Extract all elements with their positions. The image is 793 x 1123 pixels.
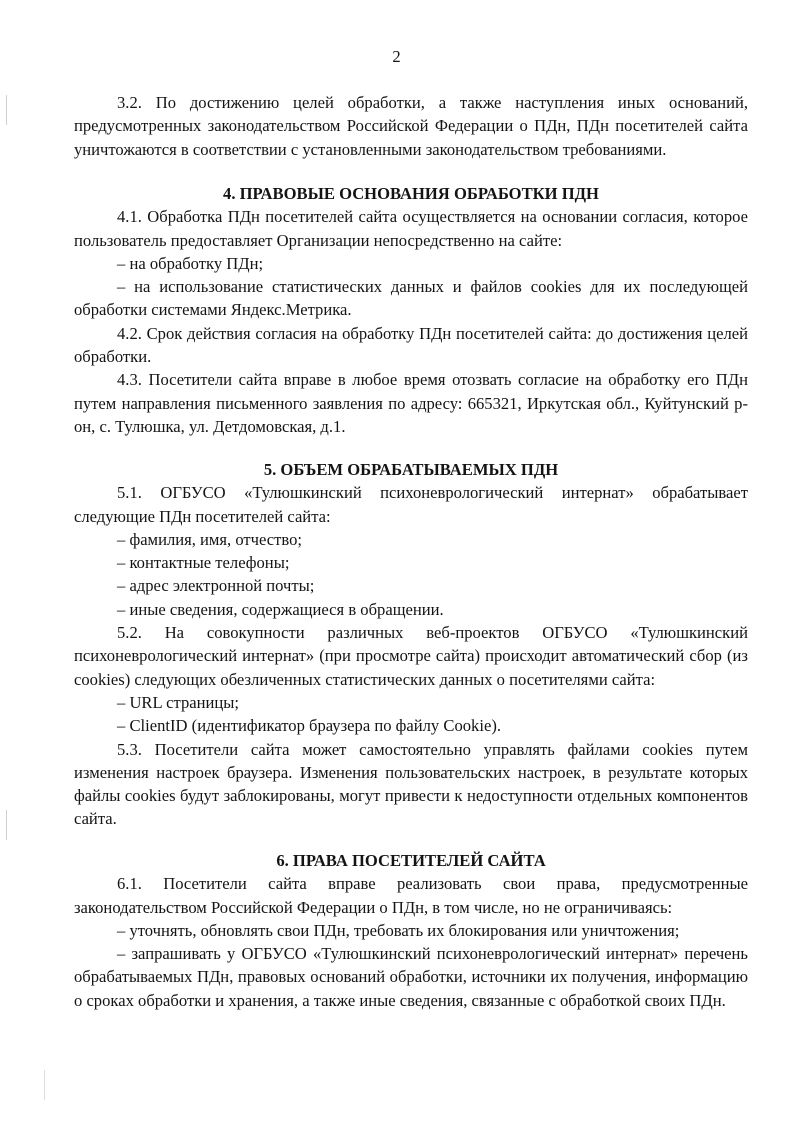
- list-item: – контактные телефоны;: [117, 553, 290, 573]
- section-5-heading: 5. ОБЪЕМ ОБРАБАТЫВАЕМЫХ ПДН: [263, 460, 559, 479]
- section-4: [74, 182, 748, 438]
- paragraph-6-1: 6.1. Посетители сайта вправе реализовать свои права, предусмотренные законодательством Российской Федерации о ПДн, в том числе, но не ограничиваясь:: [74, 874, 748, 917]
- paragraph-4-1: 4.1. Обработка ПДн посетителей сайта осуществляется на основании согласия, которое пользователь предоставляет Организации непосредственно на сайте:: [74, 207, 748, 250]
- paragraph-4-1-cont: – на использование статистических данных и файлов cookies для их последующей обработки системами Яндекс.Метрика.: [74, 277, 748, 320]
- scan-artifact: [6, 95, 7, 125]
- section-4-heading: 4. ПРАВОВЫЕ ОСНОВАНИЯ ОБРАБОТКИ ПДН: [223, 184, 599, 203]
- paragraph-5-1: 5.1. ОГБУСО «Тулюшкинский психоневрологический интернат» обрабатывает следующие ПДн посетителей сайта:: [74, 483, 748, 526]
- paragraph-4-3: 4.3. Посетители сайта вправе в любое время отозвать согласие на обработку его ПДн путем направления письменного заявления по адресу: 665321, Иркутская обл., Куйтунский р-он, с. Тулюшка, ул. Детдомовская, д.1.: [74, 370, 748, 436]
- section-3-continuation: [74, 91, 748, 161]
- paragraph-6-1-cont: – запрашивать у ОГБУСО «Тулюшкинский психоневрологический интернат» перечень обрабатываемых ПДн, правовых оснований обработки, источники их получения, информацию о сроках обработки и хранения, а также иные сведения, связанные с обработкой своих ПДн.: [74, 944, 748, 1010]
- list-item: – адрес электронной почты;: [117, 576, 315, 596]
- paragraph-5-3: 5.3. Посетители сайта может самостоятельно управлять файлами cookies путем изменения настроек браузера. Изменения пользовательских настроек, в результате которых файлы cookies будут заблокированы, могут привести к недоступности отдельных компонентов сайта.: [74, 739, 748, 829]
- list-item: – ClientID (идентификатор браузера по файлу Cookie).: [117, 716, 501, 736]
- paragraph-5-2: 5.2. На совокупности различных веб-проектов ОГБУСО «Тулюшкинский психоневрологический интернат» (при просмотре сайта) происходит автоматический сбор (из cookies) следующих обезличенных статистических данных о посетителями сайта:: [74, 623, 748, 689]
- list-item: – на обработку ПДн;: [117, 253, 264, 273]
- paragraph-4-2: 4.2. Срок действия согласия на обработку ПДн посетителей сайта: до достижения целей обработки.: [74, 323, 748, 367]
- section-6-heading: 6. ПРАВА ПОСЕТИТЕЛЕЙ САЙТА: [276, 851, 546, 870]
- section-5: [74, 458, 748, 831]
- paragraph-3-2: 3.2. По достижению целей обработки, а также наступления иных оснований, предусмотренных законодательством Российской Федерации о ПДн, ПДн посетителей сайта уничтожаются в соответствии с установленными законодательством требованиями.: [74, 93, 748, 159]
- scan-artifact: [6, 810, 7, 840]
- scan-artifact: [44, 1070, 45, 1100]
- list-item: – уточнять, обновлять свои ПДн, требовать их блокирования или уничтожения;: [117, 920, 680, 940]
- list-item: – фамилия, имя, отчество;: [117, 529, 303, 549]
- list-item: – иные сведения, содержащиеся в обращении.: [117, 599, 444, 619]
- section-6: [74, 849, 748, 1012]
- list-item: – URL страницы;: [117, 692, 240, 712]
- page-number: 2: [392, 47, 401, 66]
